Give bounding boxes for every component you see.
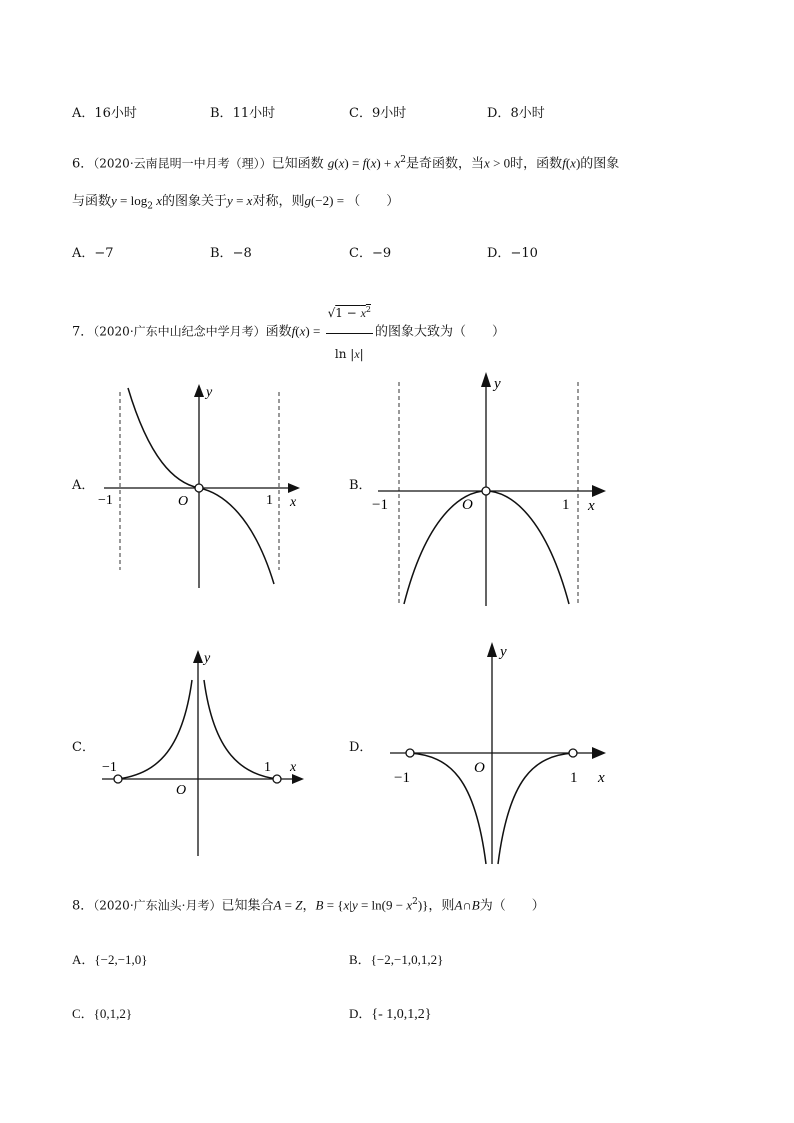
open-point-right	[273, 775, 281, 783]
neg-one-label: −1	[394, 770, 410, 786]
y-label: y	[500, 644, 507, 660]
q7-graph-c-letter: C．	[72, 740, 95, 755]
y-axis-arrow	[487, 642, 497, 657]
open-point-left	[406, 749, 414, 757]
one-label: 1	[570, 770, 578, 786]
curve-left	[404, 491, 486, 604]
one-label: 1	[562, 497, 570, 513]
y-label: y	[204, 651, 211, 666]
curve-right	[486, 491, 569, 604]
origin-label: O	[178, 494, 189, 509]
x-axis-arrow	[592, 747, 606, 759]
q7-graph-d-letter: D．	[349, 740, 373, 755]
q7-graph-a	[94, 378, 306, 592]
x-label: x	[598, 770, 605, 786]
y-axis-arrow	[481, 372, 491, 387]
q8-option-d: D．{- 1,0,1,2}	[349, 1006, 432, 1022]
x-axis-arrow	[592, 485, 606, 497]
q6-option-c: C．−9	[349, 246, 392, 261]
neg-one-label: −1	[98, 493, 113, 508]
q7-graph-a-letter: A．	[72, 478, 95, 493]
curve-right	[498, 753, 573, 864]
q8-option-c: C．{0,1,2}	[72, 1006, 133, 1021]
open-point	[195, 484, 203, 492]
q7-graph-b-letter: B．	[349, 478, 372, 493]
y-axis-arrow	[194, 384, 204, 397]
q8-option-a: A．{−2,−1,0}	[72, 952, 148, 967]
one-label: 1	[264, 760, 271, 775]
open-point-left	[114, 775, 122, 783]
y-axis-arrow	[193, 650, 203, 663]
y-label: y	[494, 376, 501, 392]
neg-one-label: −1	[102, 760, 117, 775]
x-label: x	[588, 498, 595, 514]
q5-option-d: D．8小时	[487, 106, 545, 121]
origin-label: O	[176, 783, 187, 798]
q5-option-b: B．11小时	[210, 106, 276, 121]
q6-line-1: 6．（2020·云南昆明一中月考（理））已知函数 $g(x) = f(x) + x^2$是奇函数，当x > 0时，函数f(x)的图象	[72, 155, 620, 172]
curve-left	[128, 388, 199, 488]
q8-option-b: B．{−2,−1,0,1,2}	[349, 952, 444, 967]
q5-option-a: A．16小时	[72, 106, 137, 121]
open-point	[482, 487, 490, 495]
origin-label: O	[462, 497, 473, 513]
q7-graph-c	[94, 644, 308, 858]
x-label: x	[290, 760, 297, 775]
x-axis-arrow	[292, 774, 304, 784]
x-axis-arrow	[288, 483, 300, 493]
q6-option-d: D．−10	[487, 246, 538, 261]
neg-one-label: −1	[372, 497, 388, 513]
q7-graph-b	[366, 368, 610, 608]
one-label: 1	[266, 493, 273, 508]
q7-fraction: $\frac{√1 - x^2}{\ln |x|}$	[326, 290, 373, 374]
curve-left	[118, 680, 192, 779]
x-label: x	[290, 495, 297, 510]
curve-right	[199, 488, 274, 584]
q7-stem: 7．（2020·广东中山纪念中学月考）函数f(x) = $\frac{√1 - x^2}{\ln |x|}$ 的图象大致为（ ）	[72, 290, 505, 374]
q8-stem: 8．（2020·广东汕头·月考）已知集合A = Z，$B = \{x|y = \ln(9 - x^2)\}$，则A∩B为（ ）	[72, 897, 545, 914]
origin-label: O	[474, 760, 485, 776]
q7-graph-d	[380, 638, 616, 866]
q6-option-b: B．−8	[210, 246, 252, 261]
q6-line-2: 与函数$y = \log_2 x$的图象关于y = x对称，则g(−2) = （ ）	[72, 193, 400, 212]
q6-option-a: A．−7	[72, 246, 114, 261]
y-label: y	[206, 385, 213, 400]
open-point-right	[569, 749, 577, 757]
q5-option-c: C．9小时	[349, 106, 407, 121]
